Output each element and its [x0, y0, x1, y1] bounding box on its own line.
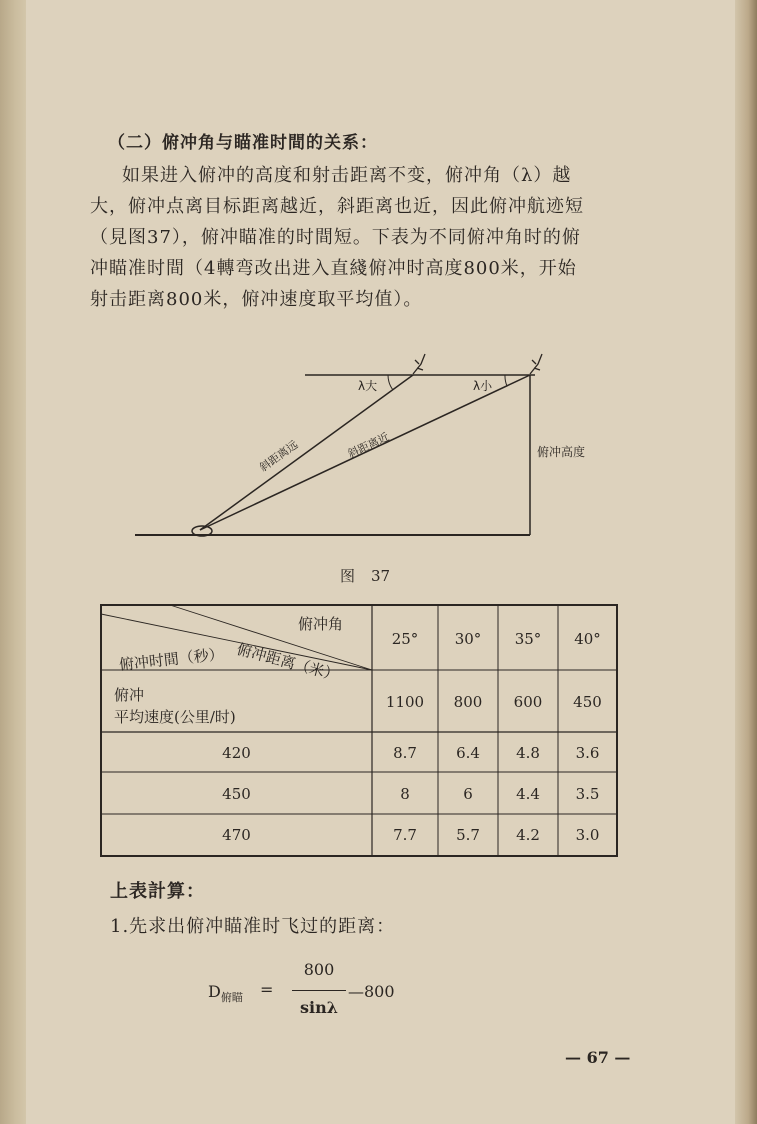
angle-arc-large [388, 375, 393, 390]
formula-lhs-symbol: D [208, 982, 221, 1001]
caption-number: 37 [371, 567, 391, 585]
body-paragraph [90, 160, 670, 315]
time-cell: 4.4 [516, 785, 540, 803]
formula [208, 960, 428, 1020]
calc-step-1: 1.先求出俯冲瞄准时飞过的距离： [110, 916, 396, 937]
header-speed-line1: 俯冲 [114, 686, 145, 704]
figure-37-diagram [130, 340, 586, 550]
header-dive-time: 俯冲时間（秒） [118, 645, 225, 674]
formula-denominator: sinλ [300, 998, 338, 1017]
paragraph-line: 如果进入俯冲的高度和射击距离不变，俯冲角（λ）越 [122, 165, 572, 186]
paragraph-line: 大，俯冲点离目标距离越近，斜距离也近，因此俯冲航迹短 [90, 196, 584, 217]
angle-cell: 40° [574, 630, 601, 648]
angle-cell: 35° [514, 630, 542, 648]
angle-cell: 25° [391, 630, 419, 648]
header-speed-line2: 平均速度(公里/时) [114, 708, 236, 726]
time-cell: 8.7 [393, 744, 417, 762]
angle-cell: 30° [454, 630, 482, 648]
paragraph-line: 冲瞄准时間（4轉弯改出进入直綫俯冲时高度800米，开始 [90, 258, 577, 279]
distance-cell: 800 [453, 693, 483, 711]
formula-rest: —800 [348, 982, 395, 1001]
header-dive-distance: 俯冲距离（米） [234, 639, 341, 685]
time-cell: 4.2 [516, 826, 540, 844]
time-cell: 4.8 [516, 744, 540, 762]
aircraft-icon [413, 354, 425, 374]
distance-cell: 600 [513, 693, 543, 711]
caption-prefix: 图 [340, 567, 360, 585]
time-cell: 6 [463, 785, 473, 803]
time-cell: 3.0 [575, 826, 600, 844]
time-cell: 7.7 [393, 826, 417, 844]
page-edge [735, 0, 757, 1124]
formula-lhs-subscript: 俯瞄 [220, 991, 243, 1005]
distance-cell: 450 [573, 693, 602, 711]
formula-numerator: 800 [303, 960, 335, 979]
time-cell: 3.5 [575, 785, 600, 803]
time-cell: 8 [400, 785, 410, 803]
calc-title: 上表計算： [110, 881, 205, 902]
distance-cell: 1100 [385, 693, 425, 711]
time-cell: 3.6 [575, 744, 600, 762]
book-spine [0, 0, 27, 1124]
label-dive-height: 俯冲高度 [537, 445, 586, 459]
figure-caption [340, 565, 390, 586]
paragraph-line: （見图37），俯冲瞄准的时間短。下表为不同俯冲角时的俯 [90, 227, 581, 248]
label-slant-far: 斜距离远 [257, 438, 301, 475]
label-lambda-large: λ大 [358, 379, 378, 393]
formula-lhs [208, 982, 243, 1005]
angle-arc-small [505, 375, 507, 386]
section-title: （二）俯冲角与瞄准时間的关系： [108, 133, 378, 153]
speed-cell: 420 [222, 744, 251, 762]
header-dive-angle: 俯冲角 [298, 615, 344, 633]
slant-line-far [200, 375, 413, 530]
formula-equals: = [260, 980, 274, 999]
label-lambda-small: λ小 [473, 379, 493, 393]
speed-cell: 450 [222, 785, 251, 803]
label-slant-near: 斜距离近 [345, 430, 392, 461]
paragraph-line: 射击距离800米，俯冲速度取平均值）。 [90, 289, 423, 310]
time-cell: 6.4 [456, 744, 480, 762]
fraction-bar [292, 990, 346, 991]
speed-cell: 470 [222, 826, 251, 844]
dive-time-table [100, 604, 620, 858]
aircraft-icon [530, 354, 542, 374]
page-number: — 67 — [565, 1048, 631, 1067]
time-cell: 5.7 [456, 826, 480, 844]
